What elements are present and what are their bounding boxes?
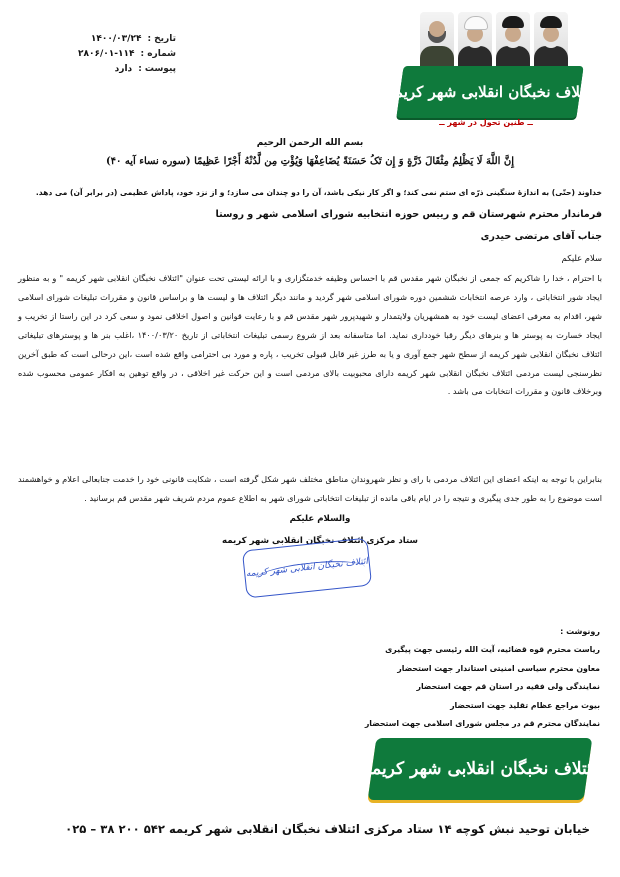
body-paragraph: با احترام ، خدا را شاکریم که جمعی از نخبگان شهر مقدس قم با احساس وظیفه خدمتگزاری و با ارائه لیستی تحت عنوان "ائتلاف نخبگان انقلابی شهر کریمه " و به منظور ایجاد شور انتخاباتی ، وارد عرصه انتخابات ششمین دوره شورای اسلامی شهر گردید و مانند دیگر ائتلاف ها و لیست ها و براساس قانون و مقررات تبلیغات شورای اسلامی شهر، اقدام به معرفی اعضای لیست خود به همشهریان ولایتمدار و شهیدپرور شهر مقدس قم و با رعایت قوانین و اصول اخلاقی نمود و سعی کرد در این راستا از تخریب و ایجاد خسارت به پوستر ها و بنرهای دیگر رقبا خودداری نماید. اما متاسفانه بعد از شروع رسمی تبلیغات انتخاباتی از تاریخ ۱۴۰۰/۰۳/۲۰ ،اغلب بنر ها و پوسترهای تبلیغاتی ائتلاف نخبگان انقلابی شهر کریمه از سطح شهر جمع آوری و یا به طرز غیر قابل قبولی تخریب ، پاره و مورد بی احترامی واقع شده است ،این درحالی است که طبق آخرین نظرسنجی لیست مردمی ائتلاف نخبگان انقلابی شهر کریمه دارای محبوبیت بالای مردمی است و این حرکت غیر اخلاقی ، در واقع توهین به افکار عمومی محسوب شده وبرخلاف قانون و مقررات انتخابات می باشد .: [18, 273, 602, 397]
cc-item: نمایندگی ولی فقیه در استان قم جهت استحضار: [416, 682, 600, 692]
closing: والسلام علیکم: [289, 514, 351, 524]
footer-logo-text: ائتلاف نخبگان انقلابی شهر کریمه: [363, 759, 597, 779]
header-logo-tagline: ــ طنین تحول در شهر ــ: [439, 118, 533, 127]
number-label: شماره :: [140, 49, 176, 59]
letter-meta: [56, 32, 176, 77]
signature-title: ستاد مرکزی ائتلاف نخبگان انقلابی شهر کریمه: [222, 536, 418, 546]
header-logo: [386, 66, 594, 118]
attachment-label: پیوست :: [138, 64, 176, 74]
recipient-title: فرماندار محترم شهرستان قم و رییس حوزه انتخابیه شورای اسلامی شهر و روستا: [215, 209, 602, 220]
header-logo-text: ائتلاف نخبگان انقلابی شهر کریمه: [386, 83, 594, 101]
signature-mark: [255, 557, 367, 589]
footer-address: خیابان توحید نبش کوچه ۱۴ ستاد مرکزی ائتلاف نخبگان انقلابی شهر کریمه ۵۴۲ ۲۰۰ ۳۸ – ۰۲۵: [65, 822, 590, 836]
portrait-image: [534, 12, 568, 68]
attachment-row: [56, 62, 176, 77]
footer-logo: [363, 738, 597, 800]
attachment-value: دارد: [114, 64, 133, 74]
stamp-text: ائتلاف نخبگان انقلابی شهر کریمه: [245, 556, 369, 580]
recipient-name: جناب آقای مرتضی حیدری: [480, 231, 602, 242]
signature-stamp: [242, 538, 372, 599]
header-portraits: [418, 12, 568, 70]
cc-item: نمایندگان محترم قم در مجلس شورای اسلامی جهت استحضار: [364, 719, 600, 729]
number-value: ۲۸۰۶/۰۱-۱۱۴: [78, 49, 135, 59]
date-value: ۱۴۰۰/۰۳/۲۴: [90, 34, 142, 44]
quran-verse: إِنَّ اللَّهَ لَا یَظْلِمُ مِثْقَالَ ذَرَّةٍ وَ إِن تَکُ حَسَنَةً یُضَاعِفْهَا وَیُؤْتِ مِن لَّدُنْهُ أَجْرًا عَظِیمًا (سوره نساء آیه ۴۰): [105, 156, 515, 167]
portrait-image: [496, 12, 530, 68]
date-label: تاریخ :: [147, 34, 176, 44]
bismillah: بسم الله الرحمن الرحیم: [256, 138, 364, 148]
cc-item: ریاست محترم قوه قضائیه، آیت الله رئیسی جهت پیگیری: [385, 645, 600, 654]
verse-translation: خداوند (حتّی) به اندازهٔ سنگینی ذرّه ای ستم نمی کند؛ و اگر کار نیکی باشد، آن را دو چندان می سازد؛ و از نزد خود، پاداش عظیمی (در برابر آن) می دهد.: [35, 188, 602, 197]
cc-item: بیوت مراجع عظام تقلید جهت استحضار: [450, 700, 600, 710]
cc-item: معاون محترم سیاسی امنیتی استاندار جهت استحضار: [397, 663, 600, 673]
portrait-image: [420, 12, 454, 68]
greeting: سلام علیکم: [561, 253, 602, 263]
body-paragraph: بنابراین با توجه به اینکه اعضای این ائتلاف مردمی با رای و نظر شهروندان مناطق مختلف شهر شکل گرفته است ، شکایت قانونی خود را خدمت جنابعالی اعلام و خواهشمند است موضوع را به طور جدی پیگیری و نتیجه را در ایام باقی مانده از تبلیغات انتخاباتی شورای شهر به اطلاع عموم مردم شریف شهر مقدس قم برسانید .: [18, 474, 602, 503]
cc-title: رونوشت :: [560, 627, 600, 636]
portrait-image: [458, 12, 492, 68]
cc-list: [300, 627, 600, 734]
date-row: [56, 32, 176, 47]
number-row: [56, 47, 176, 62]
